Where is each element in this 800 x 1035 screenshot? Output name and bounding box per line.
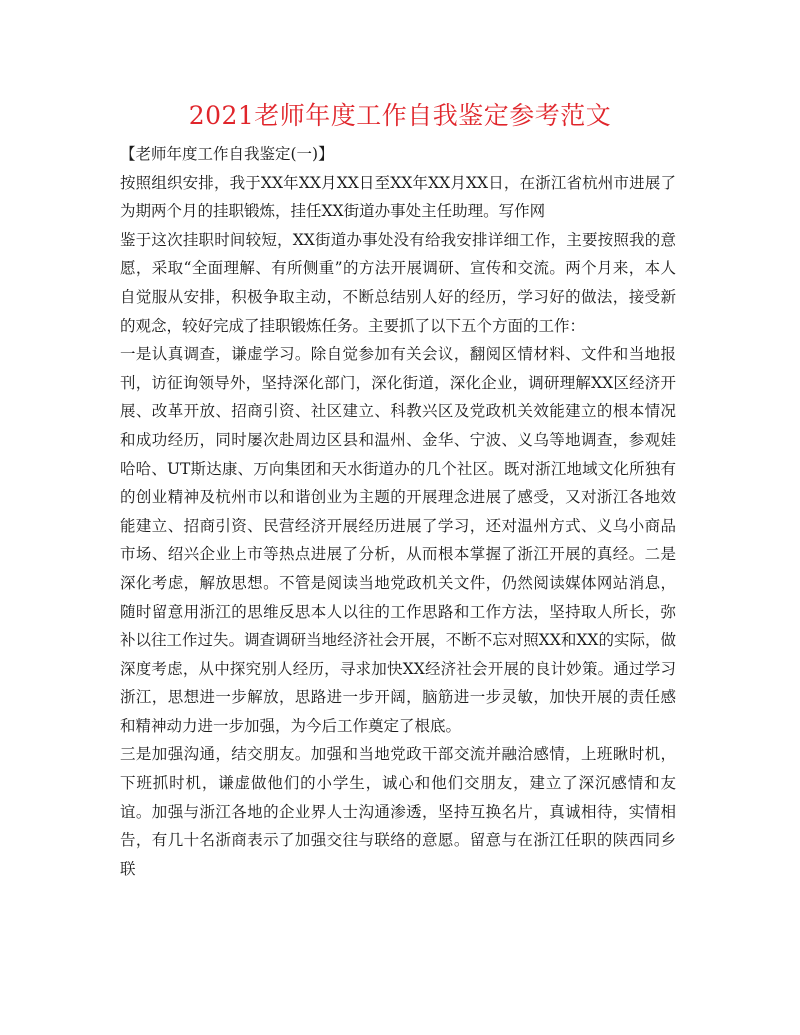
section-heading: 【老师年度工作自我鉴定(一)】 bbox=[120, 145, 334, 163]
paragraph: 三是加强沟通，结交朋友。加强和当地党政干部交流并融洽感情，上班瞅时机，下班抓时机，谦虚做他们的小学生，诚心和他们交朋友，建立了深沉感情和友谊。加强与浙江各地的企业界人士沟通渗透，坚持互换名片，真诚相待，实情相告，有几十名浙商表示了加强交往与联络的意愿。留意与在浙江任职的陕西同乡联 bbox=[120, 745, 676, 878]
document-body bbox=[120, 140, 676, 883]
paragraph: 鉴于这次挂职时间较短，XX街道办事处没有给我安排详细工作，主要按照我的意愿，采取“全面理解、有所侧重”的方法开展调研、宣传和交流。两个月来，本人自觉服从安排，积极争取主动，不断总结别人好的经历，学习好的做法，接受新的观念，较好完成了挂职锻炼任务。主要抓了以下五个方面的工作： bbox=[120, 230, 676, 335]
document-title: 2021老师年度工作自我鉴定参考范文 bbox=[188, 101, 612, 130]
paragraph: 一是认真调查，谦虚学习。除自觉参加有关会议，翻阅区情材料、文件和当地报刊，访征询领导外，坚持深化部门，深化街道，深化企业，调研理解XX区经济开展、改革开放、招商引资、社区建立、科教兴区及党政机关效能建立的根本情况和成功经历，同时屡次赴周边区县和温州、金华、宁波、义乌等地调查，参观娃哈哈、UT斯达康、万向集团和天水街道办的几个社区。既对浙江地域文化所独有的创业精神及杭州市以和谐创业为主题的开展理念进展了感受，又对浙江各地效能建立、招商引资、民营经济开展经历进展了学习，还对温州方式、义乌小商品市场、绍兴企业上市等热点进展了分析，从而根本掌握了浙江开展的真经。二是深化考虑，解放思想。不管是阅读当地党政机关文件，仍然阅读媒体网站消息，随时留意用浙江的思维反思本人以往的工作思路和工作方法，坚持取人所长，弥补以往工作过失。调查调研当地经济社会开展，不断不忘对照XX和XX的实际，做深度考虑，从中探究别人经历，寻求加快XX经济社会开展的良计妙策。通过学习浙江，思想进一步解放，思路进一步开阔，脑筋进一步灵敏，加快开展的责任感和精神动力进一步加强，为今后工作奠定了根底。 bbox=[120, 345, 676, 735]
paragraph: 按照组织安排，我于XX年XX月XX日至XX年XX月XX日，在浙江省杭州市进展了为期两个月的挂职锻炼，挂任XX街道办事处主任助理。写作网 bbox=[120, 173, 676, 221]
